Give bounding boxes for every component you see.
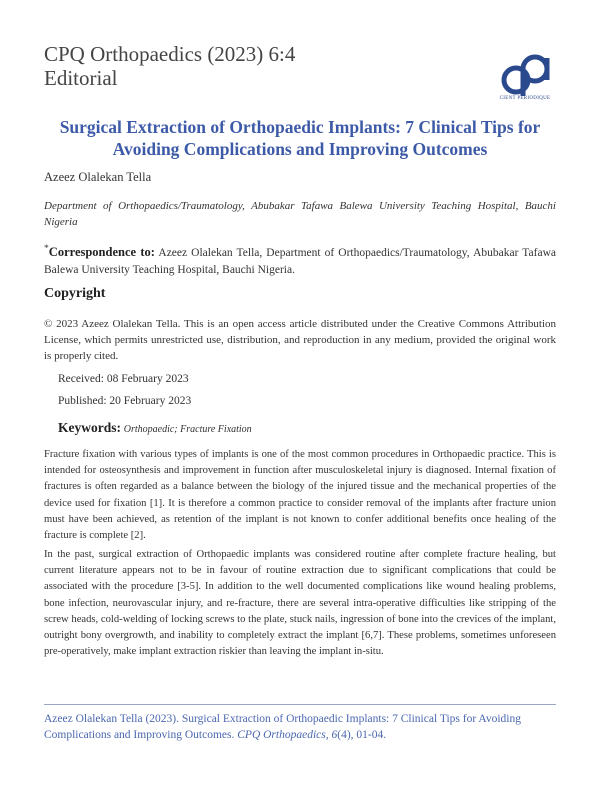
received-date: Received: 08 February 2023 (58, 373, 189, 385)
correspondence-label: Correspondence to: (48, 244, 155, 259)
citation-journal: CPQ Orthopaedics, (237, 729, 329, 741)
citation-volume: 6 (331, 729, 338, 741)
journal-header: CPQ Orthopaedics (2023) 6:4 (44, 42, 296, 66)
correspondence-marker: * (44, 243, 49, 254)
correspondence (44, 240, 556, 279)
article-title: Surgical Extraction of Orthopaedic Implants: 7 Clinical Tips for Avoiding Complications and Improving Outcomes (59, 117, 541, 159)
footer-citation (44, 711, 556, 743)
body-paragraph-2: In the past, surgical extraction of Orthopaedic implants was considered routine after complete fracture healing, but current literature appears not to be in favour of routine extraction due to significant complications that could be associated with the procedure [3-5]. In addition to the well documented complications like wound healing problems, bone infection, neurovascular injury, and re-fracture, there are several intra-operative difficulties like stripping of the screw heads, cold-welding of locking screws to the plate, stuck nails, ingression of bone into the crevices of the implant, outright bony overgrowth, and inability to completely extract the implant [6,7]. These problems, sometimes unforeseen pre-operatively, make implant extraction riskier than leaving the implant in-situ. (44, 549, 556, 658)
body-paragraph-1: Fracture fixation with various types of implants is one of the most common procedures in Orthopaedic practice. This is intended for osteosynthesis and improvement in function after musculoskeletal injury is diagnosed. Internal fixation of fractures is often regarded as a balance between the biology of the injured tissue and the mechanical properties of the device used for fixation [1]. It is therefore a common practice to consider removal of the implants after fracture union must have been achieved, as retention of the implant is not known to confer additional benefits once healing of the fracture is complete [2]. (44, 449, 556, 542)
article-type: Editorial (44, 66, 118, 90)
citation-issue-pages: (4), 01-04. (337, 729, 387, 741)
copyright-text: © 2023 Azeez Olalekan Tella. This is an open access article distributed under the Creative Commons Attribution License, which permits unrestricted use, distribution, and reproduction in any medium, provided the original work is properly cited. (44, 318, 556, 362)
author-name: Azeez Olalekan Tella (44, 170, 152, 184)
logo-text: CIENT PERIODIQUE (499, 96, 551, 101)
author-affiliation: Department of Orthopaedics/Traumatology, Abubakar Tafawa Balewa University Teaching Hospital, Bauchi Nigeria (44, 200, 556, 228)
copyright-heading: Copyright (44, 286, 106, 301)
keywords (58, 420, 252, 436)
citation-text: Azeez Olalekan Tella (2023). Surgical Extraction of Orthopaedic Implants: 7 Clinical Tips for Avoiding Complications and Improving Outcomes. (44, 713, 521, 741)
footer-divider (44, 704, 556, 705)
published-date: Published: 20 February 2023 (58, 395, 192, 407)
correspondence-text: Azeez Olalekan Tella, Department of Orthopaedics/Traumatology, Abubakar Tafawa Balewa University Teaching Hospital, Bauchi Nigeria. (44, 246, 556, 276)
keywords-label: Keywords: (58, 420, 121, 435)
keywords-values: Orthopaedic; Fracture Fixation (123, 424, 252, 435)
